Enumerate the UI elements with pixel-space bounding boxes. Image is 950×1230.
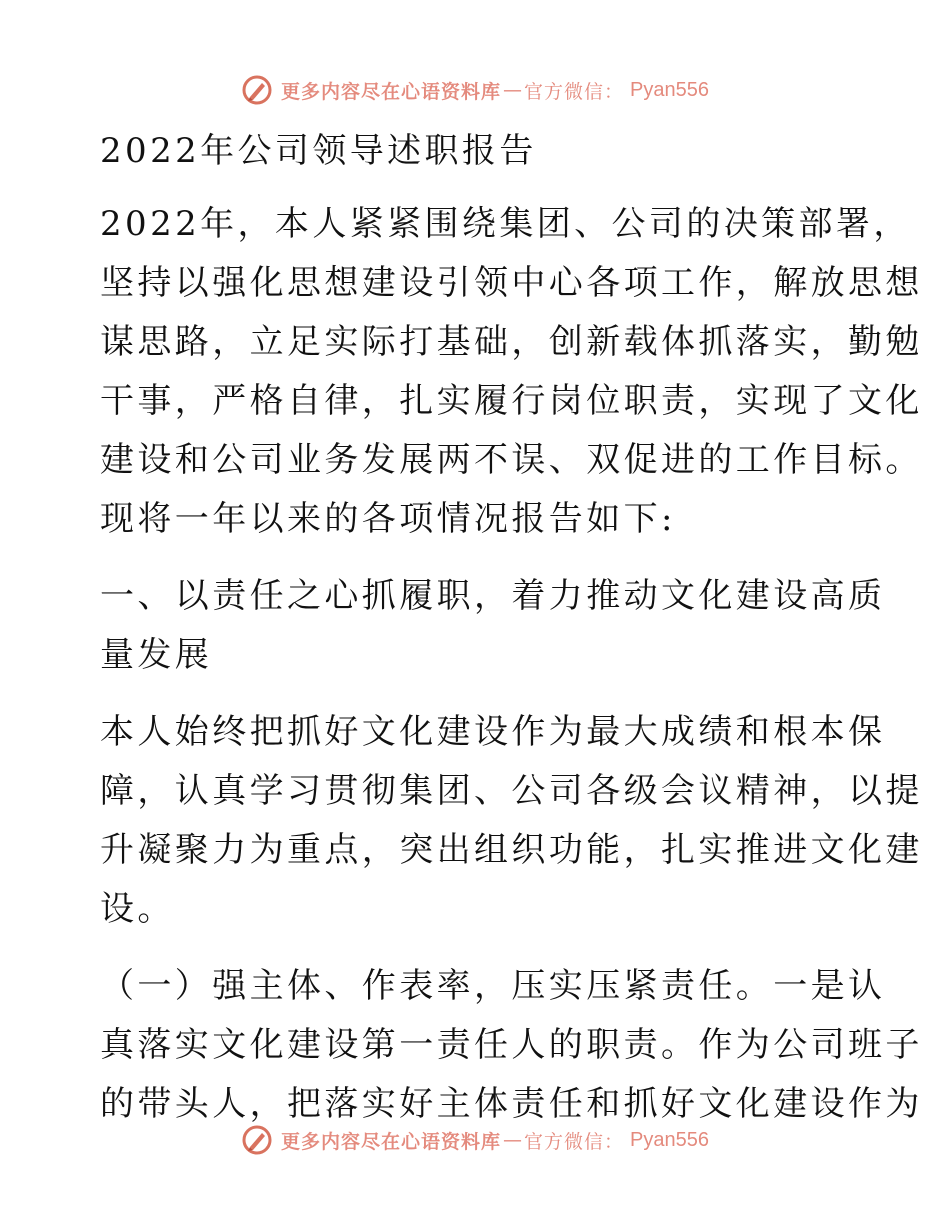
paragraph-line: 坚持以强化思想建设引领中心各项工作，解放思想 (100, 263, 923, 303)
watermark-label: 官方微信： (524, 1130, 625, 1153)
watermark-dash: — (503, 1129, 523, 1151)
watermark-dash: — (503, 79, 523, 101)
watermark-id: Pyan556 (630, 1128, 709, 1151)
paragraph-line: 升凝聚力为重点，突出组织功能，扎实推进文化建 (100, 830, 923, 870)
watermark-label: 官方微信： (524, 80, 625, 103)
paragraph-line: （一）强主体、作表率，压实压紧责任。一是认 (100, 966, 886, 1006)
section-heading-1 (100, 567, 886, 685)
paragraph-section-1 (100, 703, 923, 939)
paragraph-line: 建设和公司业务发展两不误、双促进的工作目标。 (100, 440, 923, 480)
watermark-banner-top (0, 68, 950, 112)
paragraph-line: 现将一年以来的各项情况报告如下: (100, 499, 676, 539)
watermark-text: 更多内容尽在心语资料库 (281, 1130, 502, 1153)
paragraph-line: 本人始终把抓好文化建设作为最大成绩和根本保 (100, 712, 886, 752)
watermark-id: Pyan556 (630, 78, 709, 101)
paragraph-intro (100, 195, 923, 549)
document-body (100, 122, 923, 1134)
pen-logo-icon (241, 74, 273, 106)
paragraph-line: 2022年，本人紧紧围绕集团、公司的决策部署， (100, 204, 911, 244)
watermark-banner-bottom (0, 1118, 950, 1162)
paragraph-subsection-1 (100, 957, 923, 1134)
paragraph-line: 障，认真学习贯彻集团、公司各级会议精神，以提 (100, 771, 923, 811)
paragraph-line: 谋思路，立足实际打基础，创新载体抓落实，勤勉 (100, 322, 923, 362)
watermark-text: 更多内容尽在心语资料库 (281, 80, 502, 103)
pen-logo-icon (241, 1124, 273, 1156)
heading-line: 一、以责任之心抓履职，着力推动文化建设高质 (100, 576, 886, 616)
paragraph-line: 干事，严格自律，扎实履行岗位职责，实现了文化 (100, 381, 923, 421)
paragraph-line: 的带头人，把落实好主体责任和抓好文化建设作为 (100, 1084, 923, 1124)
document-title: 2022年公司领导述职报告 (100, 131, 537, 171)
paragraph-line: 真落实文化建设第一责任人的职责。作为公司班子 (100, 1025, 923, 1065)
paragraph-line: 设。 (100, 889, 175, 929)
heading-line: 量发展 (100, 635, 213, 675)
